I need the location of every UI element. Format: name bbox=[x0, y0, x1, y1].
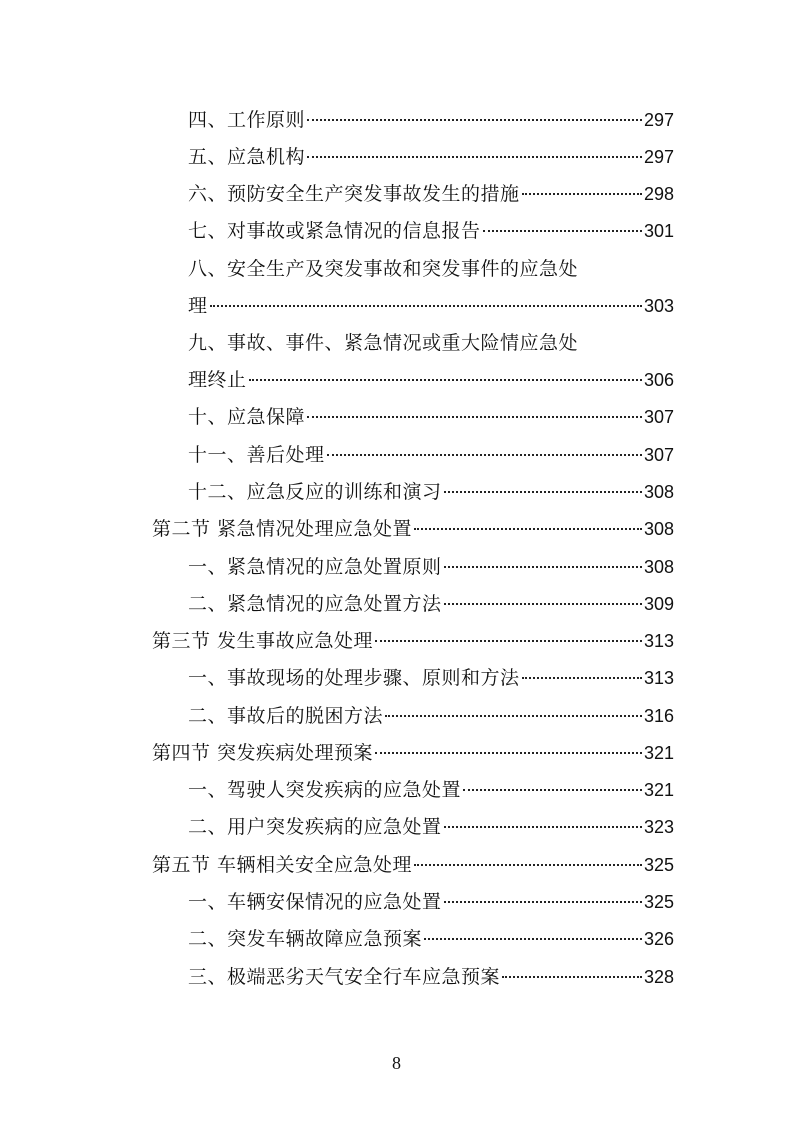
toc-entry-title: 一、事故现场的处理步骤、原则和方法 bbox=[188, 667, 520, 689]
toc-entry-continuation: 理终止 bbox=[188, 369, 247, 391]
toc-entry-title: 二、事故后的脱困方法 bbox=[188, 705, 384, 727]
toc-entry-page: 321 bbox=[643, 743, 674, 763]
toc-entry bbox=[188, 778, 674, 802]
toc-entry-title: 十一、善后处理 bbox=[188, 444, 325, 466]
toc-entry-title: 十二、应急反应的训练和演习 bbox=[188, 481, 442, 503]
toc-entry-page: 325 bbox=[643, 892, 674, 912]
toc-entry-title: 八、安全生产及突发事故和突发事件的应急处 bbox=[188, 258, 579, 280]
toc-leader-dots bbox=[375, 640, 642, 642]
toc-entry bbox=[188, 219, 674, 243]
toc-entry-page: 313 bbox=[643, 668, 674, 688]
toc-entry-title: 六、预防安全生产突发事故发生的措施 bbox=[188, 183, 520, 205]
toc-leader-dots bbox=[522, 677, 642, 679]
toc-leader-dots bbox=[375, 752, 642, 754]
toc-leader-dots bbox=[385, 715, 642, 717]
toc-entry-title: 二、用户突发疾病的应急处置 bbox=[188, 816, 442, 838]
toc-leader-dots bbox=[327, 454, 642, 456]
toc-entry bbox=[188, 368, 674, 392]
toc-entry bbox=[188, 555, 674, 579]
toc-leader-dots bbox=[444, 566, 642, 568]
toc-leader-dots bbox=[307, 416, 642, 418]
toc-entry-page: 325 bbox=[643, 855, 674, 875]
toc-section-title: 第二节 紧急情况处理应急处置 bbox=[152, 518, 413, 540]
toc-entry-continuation: 理 bbox=[188, 295, 208, 317]
toc-entry bbox=[188, 443, 674, 467]
toc-leader-dots bbox=[414, 864, 642, 866]
toc-entry-page: 316 bbox=[643, 706, 674, 726]
page-number: 8 bbox=[392, 1053, 401, 1073]
toc-leader-dots bbox=[522, 193, 642, 195]
toc-entry-title: 十、应急保障 bbox=[188, 406, 306, 428]
toc-entry-page: 303 bbox=[643, 296, 674, 316]
toc-entry-title: 一、紧急情况的应急处置原则 bbox=[188, 556, 442, 578]
toc-entry-page: 328 bbox=[643, 967, 674, 987]
toc-entry bbox=[188, 890, 674, 914]
toc-entry-title: 五、应急机构 bbox=[188, 146, 306, 168]
toc-entry-page: 321 bbox=[643, 780, 674, 800]
toc-entry-title: 一、车辆安保情况的应急处置 bbox=[188, 891, 442, 913]
toc-entry-page: 307 bbox=[643, 407, 674, 427]
toc-leader-dots bbox=[424, 938, 642, 940]
toc-entry-page: 308 bbox=[643, 482, 674, 502]
toc-leader-dots bbox=[444, 491, 642, 493]
toc-entry-page: 307 bbox=[643, 445, 674, 465]
toc-entry-page: 309 bbox=[643, 594, 674, 614]
toc-entry bbox=[188, 927, 674, 951]
toc-entry-page: 301 bbox=[643, 221, 674, 241]
toc-entry-page: 323 bbox=[643, 817, 674, 837]
toc-leader-dots bbox=[463, 789, 642, 791]
toc-entry bbox=[188, 704, 674, 728]
toc-leader-dots bbox=[483, 230, 642, 232]
toc-entry-title: 三、极端恶劣天气安全行车应急预案 bbox=[188, 966, 501, 988]
toc-section-entry bbox=[152, 517, 674, 541]
toc-entry bbox=[188, 965, 674, 989]
toc-entry bbox=[188, 294, 674, 318]
toc-leader-dots bbox=[414, 528, 642, 530]
toc-leader-dots bbox=[444, 603, 642, 605]
toc-entry bbox=[188, 666, 674, 690]
toc-entry-page: 326 bbox=[643, 929, 674, 949]
toc-leader-dots bbox=[502, 976, 642, 978]
toc-leader-dots bbox=[444, 901, 642, 903]
toc-entry-page: 308 bbox=[643, 557, 674, 577]
toc-section-title: 第三节 发生事故应急处理 bbox=[152, 630, 374, 652]
toc-section-title: 第四节 突发疾病处理预案 bbox=[152, 742, 374, 764]
toc-entry bbox=[188, 592, 674, 616]
toc-leader-dots bbox=[249, 379, 642, 381]
toc-leader-dots bbox=[210, 305, 642, 307]
toc-entry-page: 313 bbox=[643, 631, 674, 651]
toc-section-title: 第五节 车辆相关安全应急处理 bbox=[152, 854, 413, 876]
toc-entry-title: 七、对事故或紧急情况的信息报告 bbox=[188, 220, 481, 242]
toc-section-entry bbox=[152, 741, 674, 765]
toc-entry-page: 308 bbox=[643, 519, 674, 539]
toc-entry bbox=[188, 480, 674, 504]
toc-entry bbox=[188, 108, 674, 132]
toc-entry bbox=[188, 405, 674, 429]
toc-leader-dots bbox=[307, 119, 642, 121]
toc-leader-dots bbox=[444, 826, 642, 828]
toc-entry-page: 298 bbox=[643, 184, 674, 204]
toc-entry-title: 一、驾驶人突发疾病的应急处置 bbox=[188, 779, 462, 801]
toc-entry-page: 297 bbox=[643, 110, 674, 130]
toc-entry-title: 四、工作原则 bbox=[188, 109, 306, 131]
toc-entry-title: 二、紧急情况的应急处置方法 bbox=[188, 593, 442, 615]
toc-entry bbox=[188, 145, 674, 169]
toc-entry-title: 二、突发车辆故障应急预案 bbox=[188, 928, 423, 950]
toc-entry-page: 306 bbox=[643, 370, 674, 390]
toc-section-entry bbox=[152, 853, 674, 877]
toc-section-entry bbox=[152, 629, 674, 653]
toc-leader-dots bbox=[307, 156, 642, 158]
toc-entry bbox=[188, 182, 674, 206]
toc-entry-title: 九、事故、事件、紧急情况或重大险情应急处 bbox=[188, 332, 579, 354]
toc-entry bbox=[188, 815, 674, 839]
toc-entry-page: 297 bbox=[643, 147, 674, 167]
